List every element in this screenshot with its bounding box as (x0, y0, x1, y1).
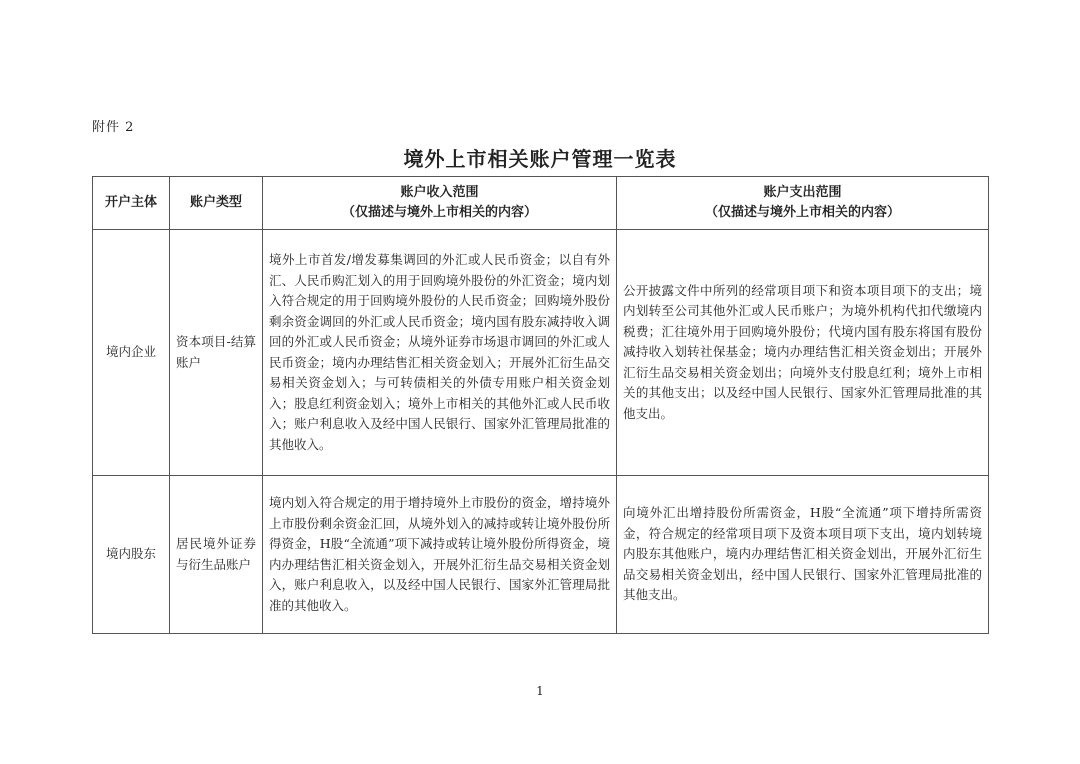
column-header-income-sub: （仅描述与境外上市相关的内容） (341, 205, 537, 220)
table-header-row (93, 177, 989, 230)
cell-income: 境外上市首发/增发募集调回的外汇或人民币资金；以自有外汇、人民币购汇划入的用于回购境外股份的外汇资金；境内划入符合规定的用于回购境外股份的人民币资金；回购境外股份剩余资金调回的外汇或人民币资金；境内国有股东减持收入调回的外汇或人民币资金；从境外证券市场退市调回的外汇或人民币资金；境内办理结售汇相关资金划入；开展外汇衍生品交易相关资金划入；与可转债相关的外债专用账户相关资金划入；股息红利资金划入；境外上市相关的其他外汇或人民币收入；账户利息收入及经中国人民银行、国家外汇管理局批准的其他收入。 (263, 230, 617, 476)
cell-expense: 公开披露文件中所列的经常项目项下和资本项目项下的支出；境内划转至公司其他外汇或人民币账户；为境外机构代扣代缴境内税费；汇往境外用于回购境外股份；代境内国有股东将国有股份减持收入划转社保基金；境内办理结售汇相关资金划出；开展外汇衍生品交易相关资金划出；向境外支付股息红利；境外上市相关的其他支出；以及经中国人民银行、国家外汇管理局批准的其他支出。 (617, 230, 989, 476)
attachment-label: 附件 2 (92, 120, 135, 135)
cell-income: 境内划入符合规定的用于增持境外上市股份的资金，增持境外上市股份剩余资金汇回，从境外划入的减持或转让境外股份所得资金，H股“全流通”项下减持或转让境外股份所得资金，境内办理结售汇相关资金划入，开展外汇衍生品交易相关资金划入，账户利息收入，以及经中国人民银行、国家外汇管理局批准的其他收入。 (263, 476, 617, 634)
column-header-expense (617, 177, 989, 230)
column-header-income (263, 177, 617, 230)
column-header-expense-main: 账户支出范围 (763, 184, 842, 200)
cell-subject: 境内企业 (93, 230, 170, 476)
account-table (92, 176, 989, 634)
cell-expense: 向境外汇出增持股份所需资金，H股“全流通”项下增持所需资金，符合规定的经常项目项下及资本项目项下支出，境内划转境内股东其他账户，境内办理结售汇相关资金划出，开展外汇衍生品交易相关资金划出，经中国人民银行、国家外汇管理局批准的其他支出。 (617, 476, 989, 634)
table-row (93, 230, 989, 476)
column-header-subject: 开户主体 (93, 177, 170, 230)
page-number: 1 (536, 684, 544, 698)
cell-type: 居民境外证券与衍生品账户 (170, 476, 263, 634)
cell-type: 资本项目-结算账户 (170, 230, 263, 476)
column-header-expense-sub: （仅描述与境外上市相关的内容） (704, 205, 900, 220)
column-header-income-main: 账户收入范围 (400, 184, 479, 200)
column-header-type: 账户类型 (170, 177, 263, 230)
cell-subject: 境内股东 (93, 476, 170, 634)
table-row (93, 476, 989, 634)
page-title: 境外上市相关账户管理一览表 (403, 147, 677, 171)
